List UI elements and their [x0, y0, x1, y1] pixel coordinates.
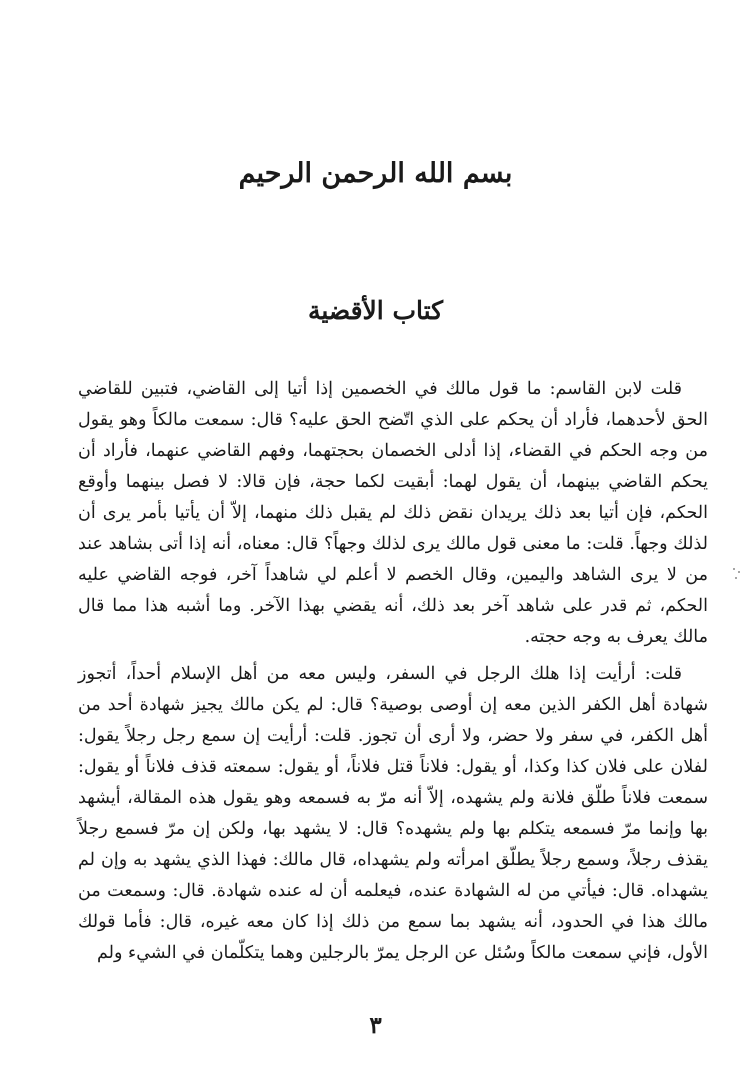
paragraph-2: قلت: أرأيت إذا هلك الرجل في السفر، وليس معه من أهل الإسلام أحداً، أتجوز شهادة أهل الكفر الذين معه إن أوصى بوصية؟ قال: لم يكن مالك يجيز شهادة أحد من أهل الكفر، في سفر ولا حضر، ولا أرى أن تجوز. قلت: أرأيت إن سمع رجل رجلاً يقول: لفلان على فلان كذا وكذا، أو يقول: فلاناً قتل فلاناً، أو يقول: سمعته قذف فلاناً أو يقول: سمعت فلاناً طلّق فلانة ولم يشهده، إلاّ أنه مرّ به فسمعه وهو يقول هذه المقالة، أيشهد بها وإنما مرّ فسمعه يتكلم بها ولم يشهده؟ قال: لا يشهد بها، ولكن إن مرّ فسمع رجلاً يقذف رجلاً، وسمع رجلاً يطلّق امرأته ولم يشهداه، قال مالك: فهذا الذي يشهد به وإن لم يشهداه. قال: فيأتي من له الشهادة عنده، فيعلمه أن له عنده شهادة. قال: وسمعت من مالك هذا في الحدود، أنه يشهد بما سمع من ذلك إذا كان معه غيره، قال: فأما قولك الأول، فإني سمعت مالكاً وسُئل عن الرجل يمرّ بالرجلين وهما يتكلّمان في الشيء ولم: [78, 664, 708, 963]
chapter-title: كتاب الأقضية: [307, 296, 444, 325]
page-number: ٣: [369, 1012, 382, 1039]
scan-noise-speck: [731, 566, 743, 582]
paragraph-1: قلت لابن القاسم: ما قول مالك في الخصمين إذا أتيا إلى القاضي، فتبين للقاضي الحق لأحدهما، فأراد أن يحكم على الذي اتّضح الحق عليه؟ قال: سمعت مالكاً وهو يقول من وجه الحكم في القضاء، إذا أدلى الخصمان بحجتهما، وفهم القاضي عنهما، فأراد أن يحكم القاضي بينهما، أن يقول لهما: أبقيت لكما حجة، فإن قالا: لا فصل بينهما وأوقع الحكم، فإن أتيا بعد ذلك يريدان نقض ذلك لم يقبل ذلك منهما، إلاّ أن يأتيا بأمر يرى أن لذلك وجهاً. قلت: ما معنى قول مالك يرى لذلك وجهاً؟ قال: معناه، أنه إذا أتى بشاهد عند من لا يرى الشاهد واليمين، وقال الخصم لا أعلم لي شاهداً آخر، فوجه القاضي عليه الحكم، ثم قدر على شاهد آخر بعد ذلك، أنه يقضي بهذا الآخر. وما أشبه هذا مما قال مالك يعرف به وجه حجته.: [78, 379, 708, 647]
basmala-heading: بسم الله الرحمن الرحيم: [238, 158, 513, 189]
body-text: [78, 374, 708, 969]
